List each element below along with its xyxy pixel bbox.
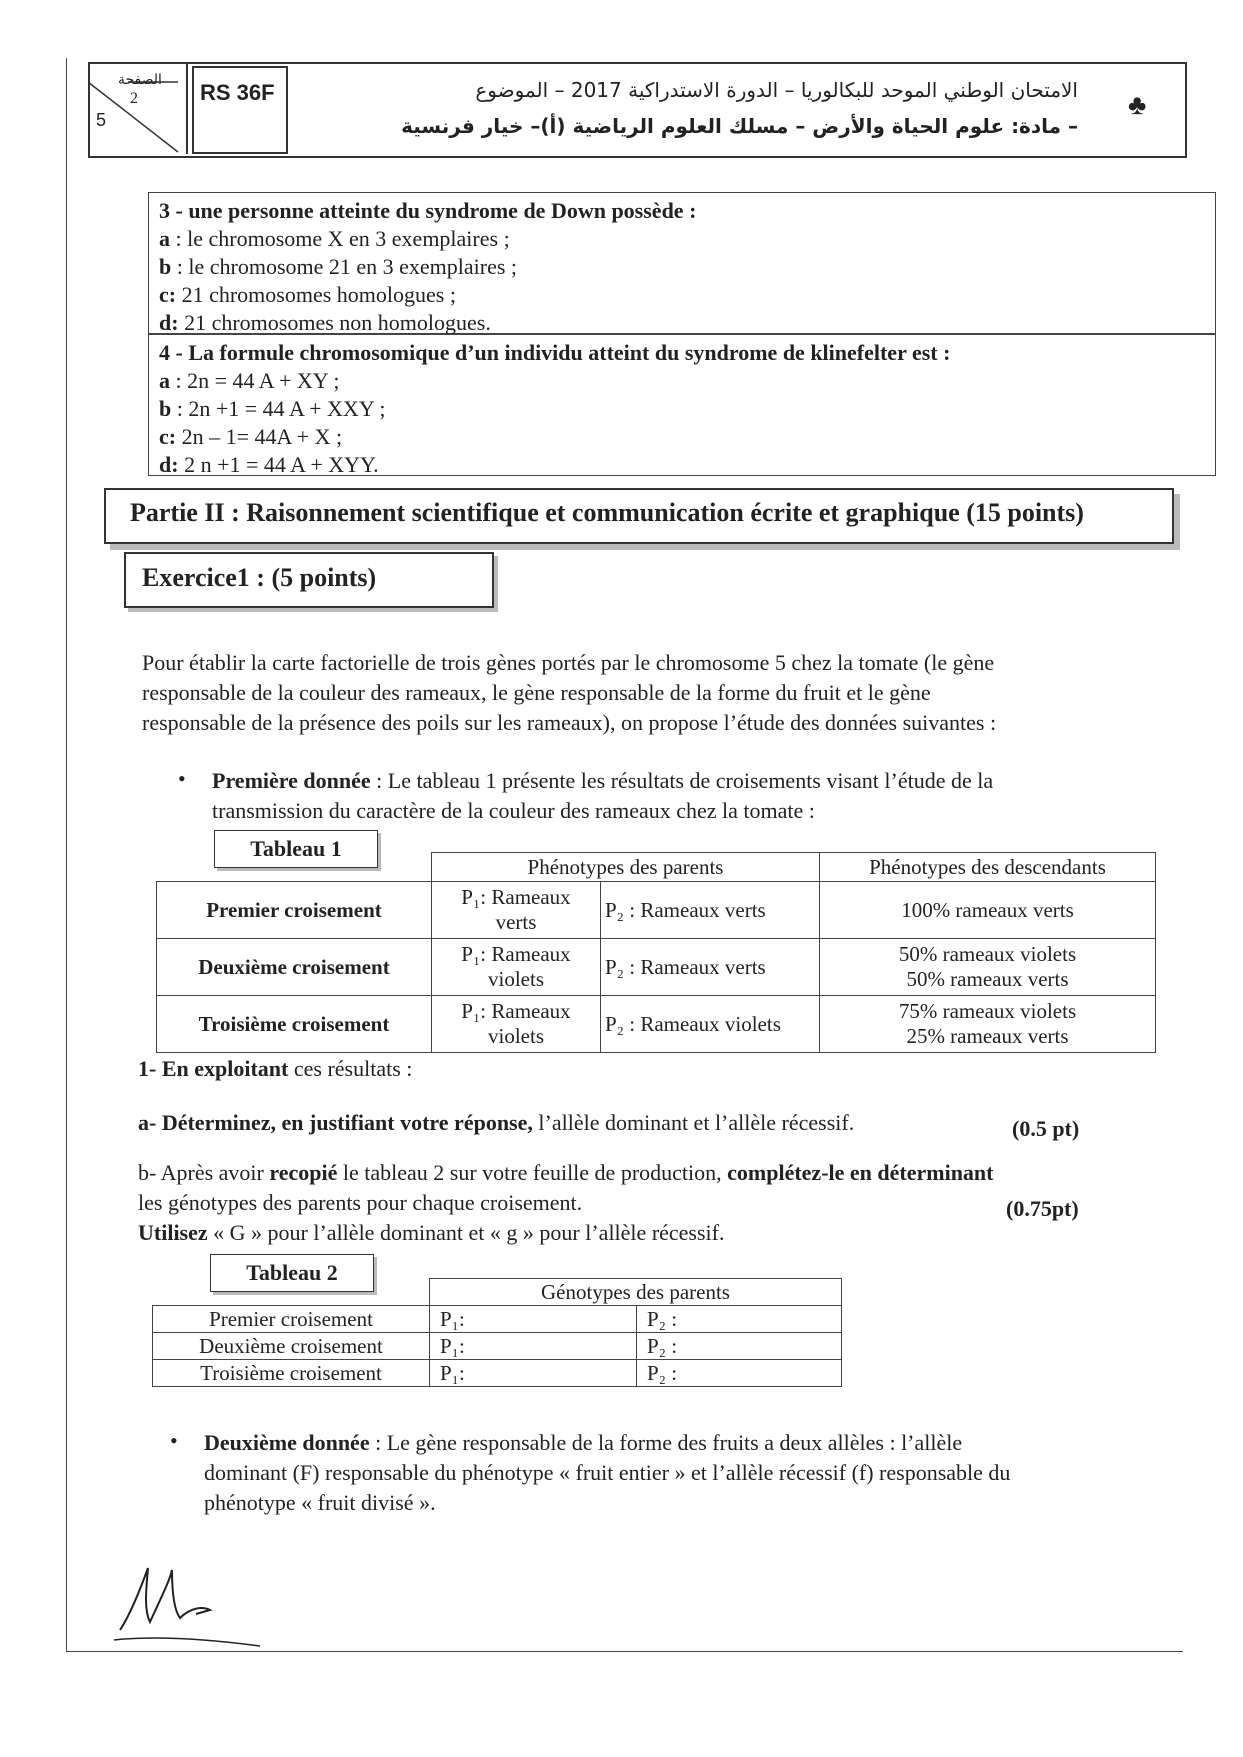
data-1-line-2: transmission du caractère de la couleur des rameaux chez la tomate : <box>212 798 815 823</box>
table-2-row-1-p2: P₂ : <box>637 1306 842 1333</box>
q3-option-b: b : le chromosome 21 en 3 exemplaires ; <box>159 254 518 279</box>
question-1a: a- Déterminez, en justifiant votre réponse, l’allèle dominant et l’allèle récessif. <box>138 1110 855 1135</box>
table-2 <box>152 1278 842 1387</box>
table-2-row-1-p1: P₁: <box>430 1306 637 1333</box>
intro-line-2: responsable de la couleur des rameaux, le gène responsable de la forme du fruit et le gène <box>142 680 931 705</box>
table-1-row-3-p2: P₂ : Rameaux violets <box>601 996 820 1053</box>
q4-option-d: d: 2 n +1 = 44 A + XYY. <box>159 452 379 477</box>
question-4-box <box>148 334 1216 476</box>
exam-title-arabic: الامتحان الوطني الموحد للبكالوريا – الدورة الاستدراكية 2017 – الموضوع <box>475 78 1078 102</box>
question-3-box <box>148 192 1216 334</box>
table-1-row-1-p1: P₁: Rameaux verts <box>432 882 601 939</box>
part-2-heading: Partie II : Raisonnement scientifique et communication écrite et graphique (15 points) <box>130 498 1084 527</box>
question-1a-points: (0.5 pt) <box>1012 1116 1080 1141</box>
intro-line-1: Pour établir la carte factorielle de trois gènes portés par le chromosome 5 chez la tomate (le gène <box>142 650 995 675</box>
question-1b-instruction: Utilisez « G » pour l’allèle dominant et « g » pour l’allèle récessif. <box>138 1220 725 1245</box>
table-1-row-2-p2: P₂ : Rameaux verts <box>601 939 820 996</box>
table-row <box>153 1306 842 1333</box>
table-1-label: Tableau 1 <box>214 830 378 868</box>
question-1b-line-2: les génotypes des parents pour chaque croisement. <box>138 1190 583 1215</box>
exam-subject-arabic: – مادة: علوم الحياة والأرض – مسلك العلوم الرياضية (أ)– خيار فرنسية <box>401 114 1078 138</box>
question-1-intro: 1- En exploitant ces résultats : <box>138 1056 413 1081</box>
exercise-1-heading: Exercice1 : (5 points) <box>142 563 377 592</box>
question-4-title: 4 - La formule chromosomique d’un individu atteint du syndrome de klinefelter est : <box>159 340 951 365</box>
table-1-row-2-desc: 50% rameaux violets 50% rameaux verts <box>820 939 1156 996</box>
q3-option-d: d: 21 chromosomes non homologues. <box>159 310 491 335</box>
data-2-line-1: Deuxième donnée : Le gène responsable de la forme des fruits a deux allèles : l’allèle <box>204 1430 963 1455</box>
table-1-row-3-desc: 75% rameaux violets 25% rameaux verts <box>820 996 1156 1053</box>
data-2-line-3: phénotype « fruit divisé ». <box>204 1490 436 1515</box>
table-row <box>153 1333 842 1360</box>
data-2-line-2: dominant (F) responsable du phénotype « fruit entier » et l’allèle récessif (f) responsable du <box>204 1460 1011 1485</box>
table-1 <box>156 852 1156 1053</box>
table-1-empty-corner <box>157 853 432 882</box>
table-2-label: Tableau 2 <box>210 1254 374 1292</box>
page-label: الصفحة <box>118 73 162 88</box>
table-2-row-3-name: Troisième croisement <box>153 1360 430 1387</box>
data-1-line-1: Première donnée : Le tableau 1 présente les résultats de croisements visant l’étude de la <box>212 768 994 793</box>
table-1-row-3-p1: P₁: Rameaux violets <box>432 996 601 1053</box>
table-1-row-1-p2: P₂ : Rameaux verts <box>601 882 820 939</box>
table-2-row-1-name: Premier croisement <box>153 1306 430 1333</box>
table-2-header: Génotypes des parents <box>430 1279 842 1306</box>
table-1-row-2-name: Deuxième croisement <box>157 939 432 996</box>
table-2-row-2-name: Deuxième croisement <box>153 1333 430 1360</box>
page-bottom-line <box>66 1651 1183 1652</box>
club-icon: ♣ <box>1128 90 1147 121</box>
table-row <box>153 1360 842 1387</box>
table-2-row-2-p1: P₁: <box>430 1333 637 1360</box>
intro-line-3: responsable de la présence des poils sur les rameaux), on propose l’étude des données suivantes : <box>142 710 997 735</box>
q3-option-c: c: 21 chromosomes homologues ; <box>159 282 456 307</box>
table-2-row-2-p2: P₂ : <box>637 1333 842 1360</box>
table-1-row-1-desc: 100% rameaux verts <box>820 882 1156 939</box>
signature <box>110 1560 280 1650</box>
q4-option-c: c: 2n – 1= 44A + X ; <box>159 424 343 449</box>
table-2-row-3-p2: P₂ : <box>637 1360 842 1387</box>
exercise-1-heading-box <box>124 552 494 608</box>
table-row <box>157 882 1156 939</box>
question-1b-line-1: b- Après avoir recopié le tableau 2 sur votre feuille de production, complétez-le en déterminant <box>138 1160 994 1185</box>
bullet-icon: • <box>178 766 186 791</box>
table-1-header-descendants: Phénotypes des descendants <box>820 853 1156 882</box>
table-1-row-1-name: Premier croisement <box>157 882 432 939</box>
q4-option-a: a : 2n = 44 A + XY ; <box>159 368 340 393</box>
page-total: 5 <box>96 110 107 130</box>
part-2-heading-box <box>104 488 1174 544</box>
table-2-empty-corner <box>153 1279 430 1306</box>
q4-option-b: b : 2n +1 = 44 A + XXY ; <box>159 396 386 421</box>
table-1-header-parents: Phénotypes des parents <box>432 853 820 882</box>
table-row <box>157 939 1156 996</box>
question-3-title: 3 - une personne atteinte du syndrome de Down possède : <box>159 198 697 223</box>
table-1-row-2-p1: P₁: Rameaux violets <box>432 939 601 996</box>
exam-code: RS 36F <box>200 80 275 105</box>
table-1-row-3-name: Troisième croisement <box>157 996 432 1053</box>
table-2-row-3-p1: P₁: <box>430 1360 637 1387</box>
q3-option-a: a : le chromosome X en 3 exemplaires ; <box>159 226 510 251</box>
page-number: 2 <box>130 90 138 107</box>
table-row <box>157 996 1156 1053</box>
question-1b-points: (0.75pt) <box>1006 1196 1079 1221</box>
bullet-icon: • <box>170 1428 178 1453</box>
